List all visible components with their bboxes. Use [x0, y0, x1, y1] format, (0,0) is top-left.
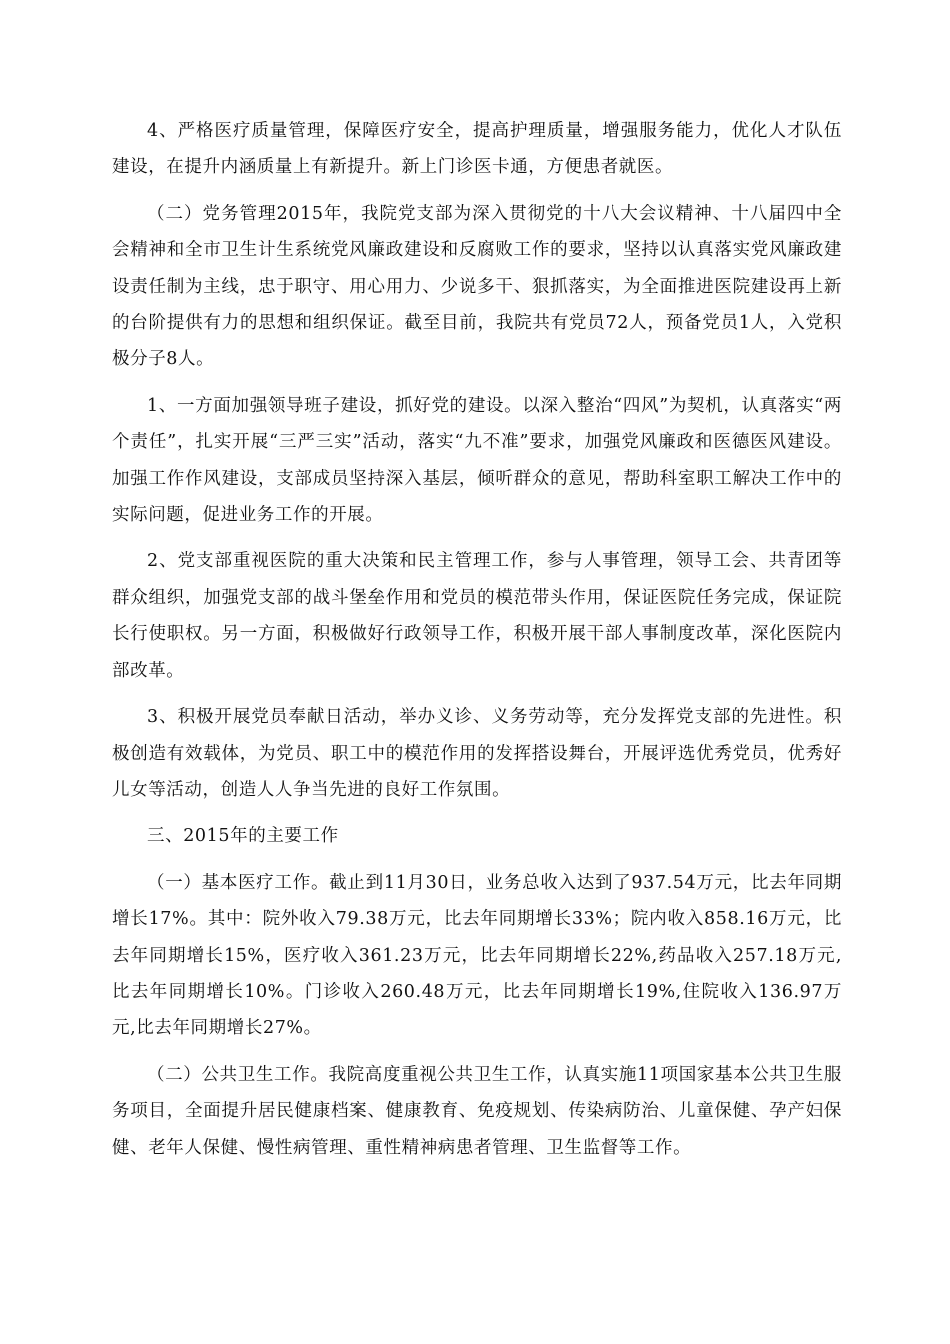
paragraph-quality-management: 4、严格医疗质量管理，保障医疗安全，提高护理质量，增强服务能力，优化人才队伍建设，在提升内涵质量上有新提升。新上门诊医卡通，方便患者就医。: [112, 121, 842, 178]
paragraph-party-branch-decisions: 2、党支部重视医院的重大决策和民主管理工作，参与人事管理，领导工会、共青团等群众组织，加强党支部的战斗堡垒作用和党员的模范带头作用，保证医院任务完成，保证院长行使职权。另一方面，积极做好行政领导工作，积极开展干部人事制度改革，深化医院内部改革。: [112, 551, 842, 681]
section-heading: 三、2015年的主要工作: [147, 826, 339, 847]
paragraph-member-dedication-day: 3、积极开展党员奉献日活动，举办义诊、义务劳动等，充分发挥党支部的先进性。积极创造有效载体，为党员、职工中的模范作用的发挥搭设舞台，开展评选优秀党员，优秀好儿女等活动，创造人人争当先进的良好工作氛围。: [112, 707, 842, 800]
paragraph-basic-medical-work: （一）基本医疗工作。截止到11月30日，业务总收入达到了937.54万元，比去年同期增长17%。其中：院外收入79.38万元，比去年同期增长33%；院内收入858.16万元，比去年同期增长15%，医疗收入361.23万元，比去年同期增长22%,药品收入257.18万元,比去年同期增长10%。门诊收入260.48万元，比去年同期增长19%,住院收入136.97万元,比去年同期增长27%。: [112, 872, 842, 1039]
paragraph-leadership-building: 1、一方面加强领导班子建设，抓好党的建设。以深入整治“四风”为契机，认真落实“两个责任”，扎实开展“三严三实”活动，落实“九不准”要求，加强党风廉政和医德医风建设。加强工作作风建设，支部成员坚持深入基层，倾听群众的意见，帮助科室职工解决工作中的实际问题，促进业务工作的开展。: [112, 395, 842, 526]
paragraph-public-health-work: （二）公共卫生工作。我院高度重视公共卫生工作，认真实施11项国家基本公共卫生服务项目，全面提升居民健康档案、健康教育、免疫规划、传染病防治、儿童保健、孕产妇保健、老年人保健、慢性病管理、重性精神病患者管理、卫生监督等工作。: [112, 1064, 842, 1158]
paragraph-party-affairs: （二）党务管理2015年，我院党支部为深入贯彻党的十八大会议精神、十八届四中全会精神和全市卫生计生系统党风廉政建设和反腐败工作的要求，坚持以认真落实党风廉政建设责任制为主线，忠于职守、用心用力、少说多干、狠抓落实，为全面推进医院建设再上新的台阶提供有力的思想和组织保证。截至目前，我院共有党员72人，预备党员1人，入党积极分子8人。: [112, 203, 842, 370]
document-body: [112, 113, 842, 1176]
